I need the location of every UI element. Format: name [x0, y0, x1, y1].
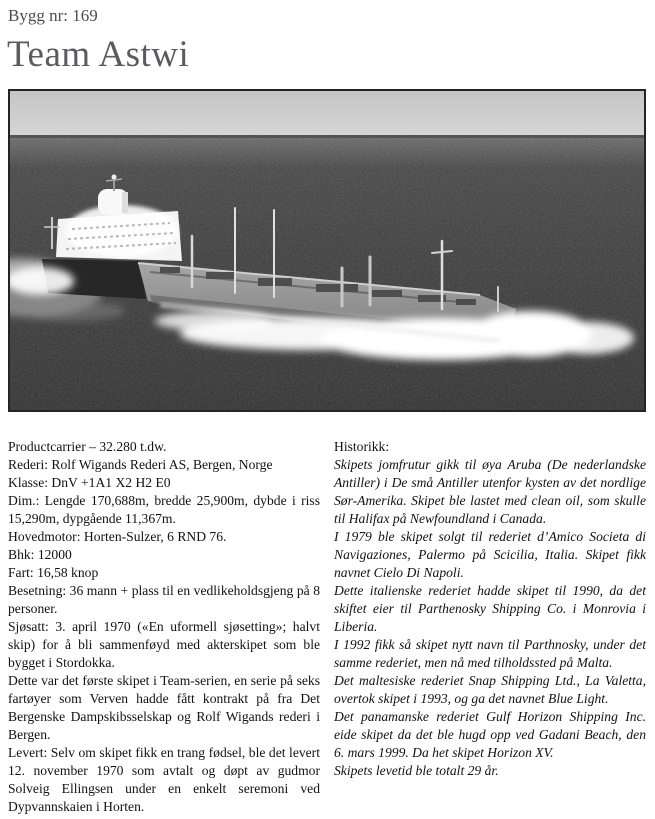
specs-paragraphs — [8, 438, 320, 816]
two-column-text — [8, 438, 646, 816]
paragraph: Klasse: DnV +1A1 X2 H2 E0 — [8, 475, 171, 490]
paragraph: Productcarrier – 32.280 t.dw. — [8, 439, 167, 454]
paragraph: Dette italienske rederiet hadde skipet til 1990, da det skiftet eier til Parthenosky Shipping Co. i Monrovia i Liberia. — [334, 583, 646, 634]
paragraph: Hovedmotor: Horten-Sulzer, 6 RND 76. — [8, 529, 227, 544]
paragraph: Rederi: Rolf Wigands Rederi AS, Bergen, Norge — [8, 457, 273, 472]
paragraph: I 1979 ble skipet solgt til rederiet d’Amico Societa di Navigaziones, Palermo på Scicilia, Italia. Skipet fikk navnet Cielo Di Napoli. — [334, 529, 646, 580]
ship-photo-image — [10, 91, 644, 410]
ship-photo — [8, 89, 646, 412]
paragraph: Det panamanske rederiet Gulf Horizon Shipping Inc. eide skipet da det ble hugd opp ved Gadani Beach, den 6. mars 1999. Da het skipet Horizon XV. — [334, 709, 646, 760]
history-column — [334, 438, 646, 816]
paragraph: Dette var det første skipet i Team-serien, en serie på seks fartøyer som Verven hadde fått kontrakt på fra Det Bergenske Dampskibsselskap og Rolf Wigands rederi i Bergen. — [8, 673, 320, 742]
specs-column — [8, 438, 320, 816]
paragraph: Dim.: Lengde 170,688m, bredde 25,900m, dybde i riss 15,290m, dypgående 11,367m. — [8, 493, 320, 526]
history-heading: Historikk: — [334, 439, 390, 454]
horizon-line — [10, 135, 644, 138]
page-title: Team Astwi — [7, 34, 190, 75]
paragraph: Sjøsatt: 3. april 1970 («En uformell sjøsetting»; halvt skip) for å bli sammenføyd med akterskipet som ble bygget i Stordokka. — [8, 619, 320, 670]
paragraph: Besetning: 36 mann + plass til en vedlikeholdsgjeng på 8 personer. — [8, 583, 320, 616]
paragraph: Skipets levetid ble totalt 29 år. — [334, 763, 499, 778]
paragraph: Skipets jomfrutur gikk til øya Aruba (De nederlandske Antiller) i De små Antiller utenfor kysten av det nordlige Sør-Amerika. Skipet ble lastet med clean oil, som skulle til Halifax på Newfoundland i Canada. — [334, 457, 646, 526]
paragraph: Det maltesiske rederiet Snap Shipping Ltd., La Valetta, overtok skipet i 1993, og ga det navnet Blue Light. — [334, 673, 646, 706]
paragraph: Levert: Selv om skipet fikk en trang fødsel, ble det levert 12. november 1970 som avtalt og døpt av gudmor Solveig Ellingsen under en enkelt seremoni ved Dypvannskaien i Horten. — [8, 745, 320, 814]
paragraph: Bhk: 12000 — [8, 547, 72, 562]
paragraph: I 1992 fikk så skipet nytt navn til Parthnosky, under det samme rederiet, men nå med tilholdssted på Malta. — [334, 637, 646, 670]
paragraph: Fart: 16,58 knop — [8, 565, 99, 580]
history-paragraphs — [334, 456, 646, 780]
photo-sky — [10, 91, 644, 137]
build-number-label: Bygg nr: 169 — [8, 6, 98, 25]
